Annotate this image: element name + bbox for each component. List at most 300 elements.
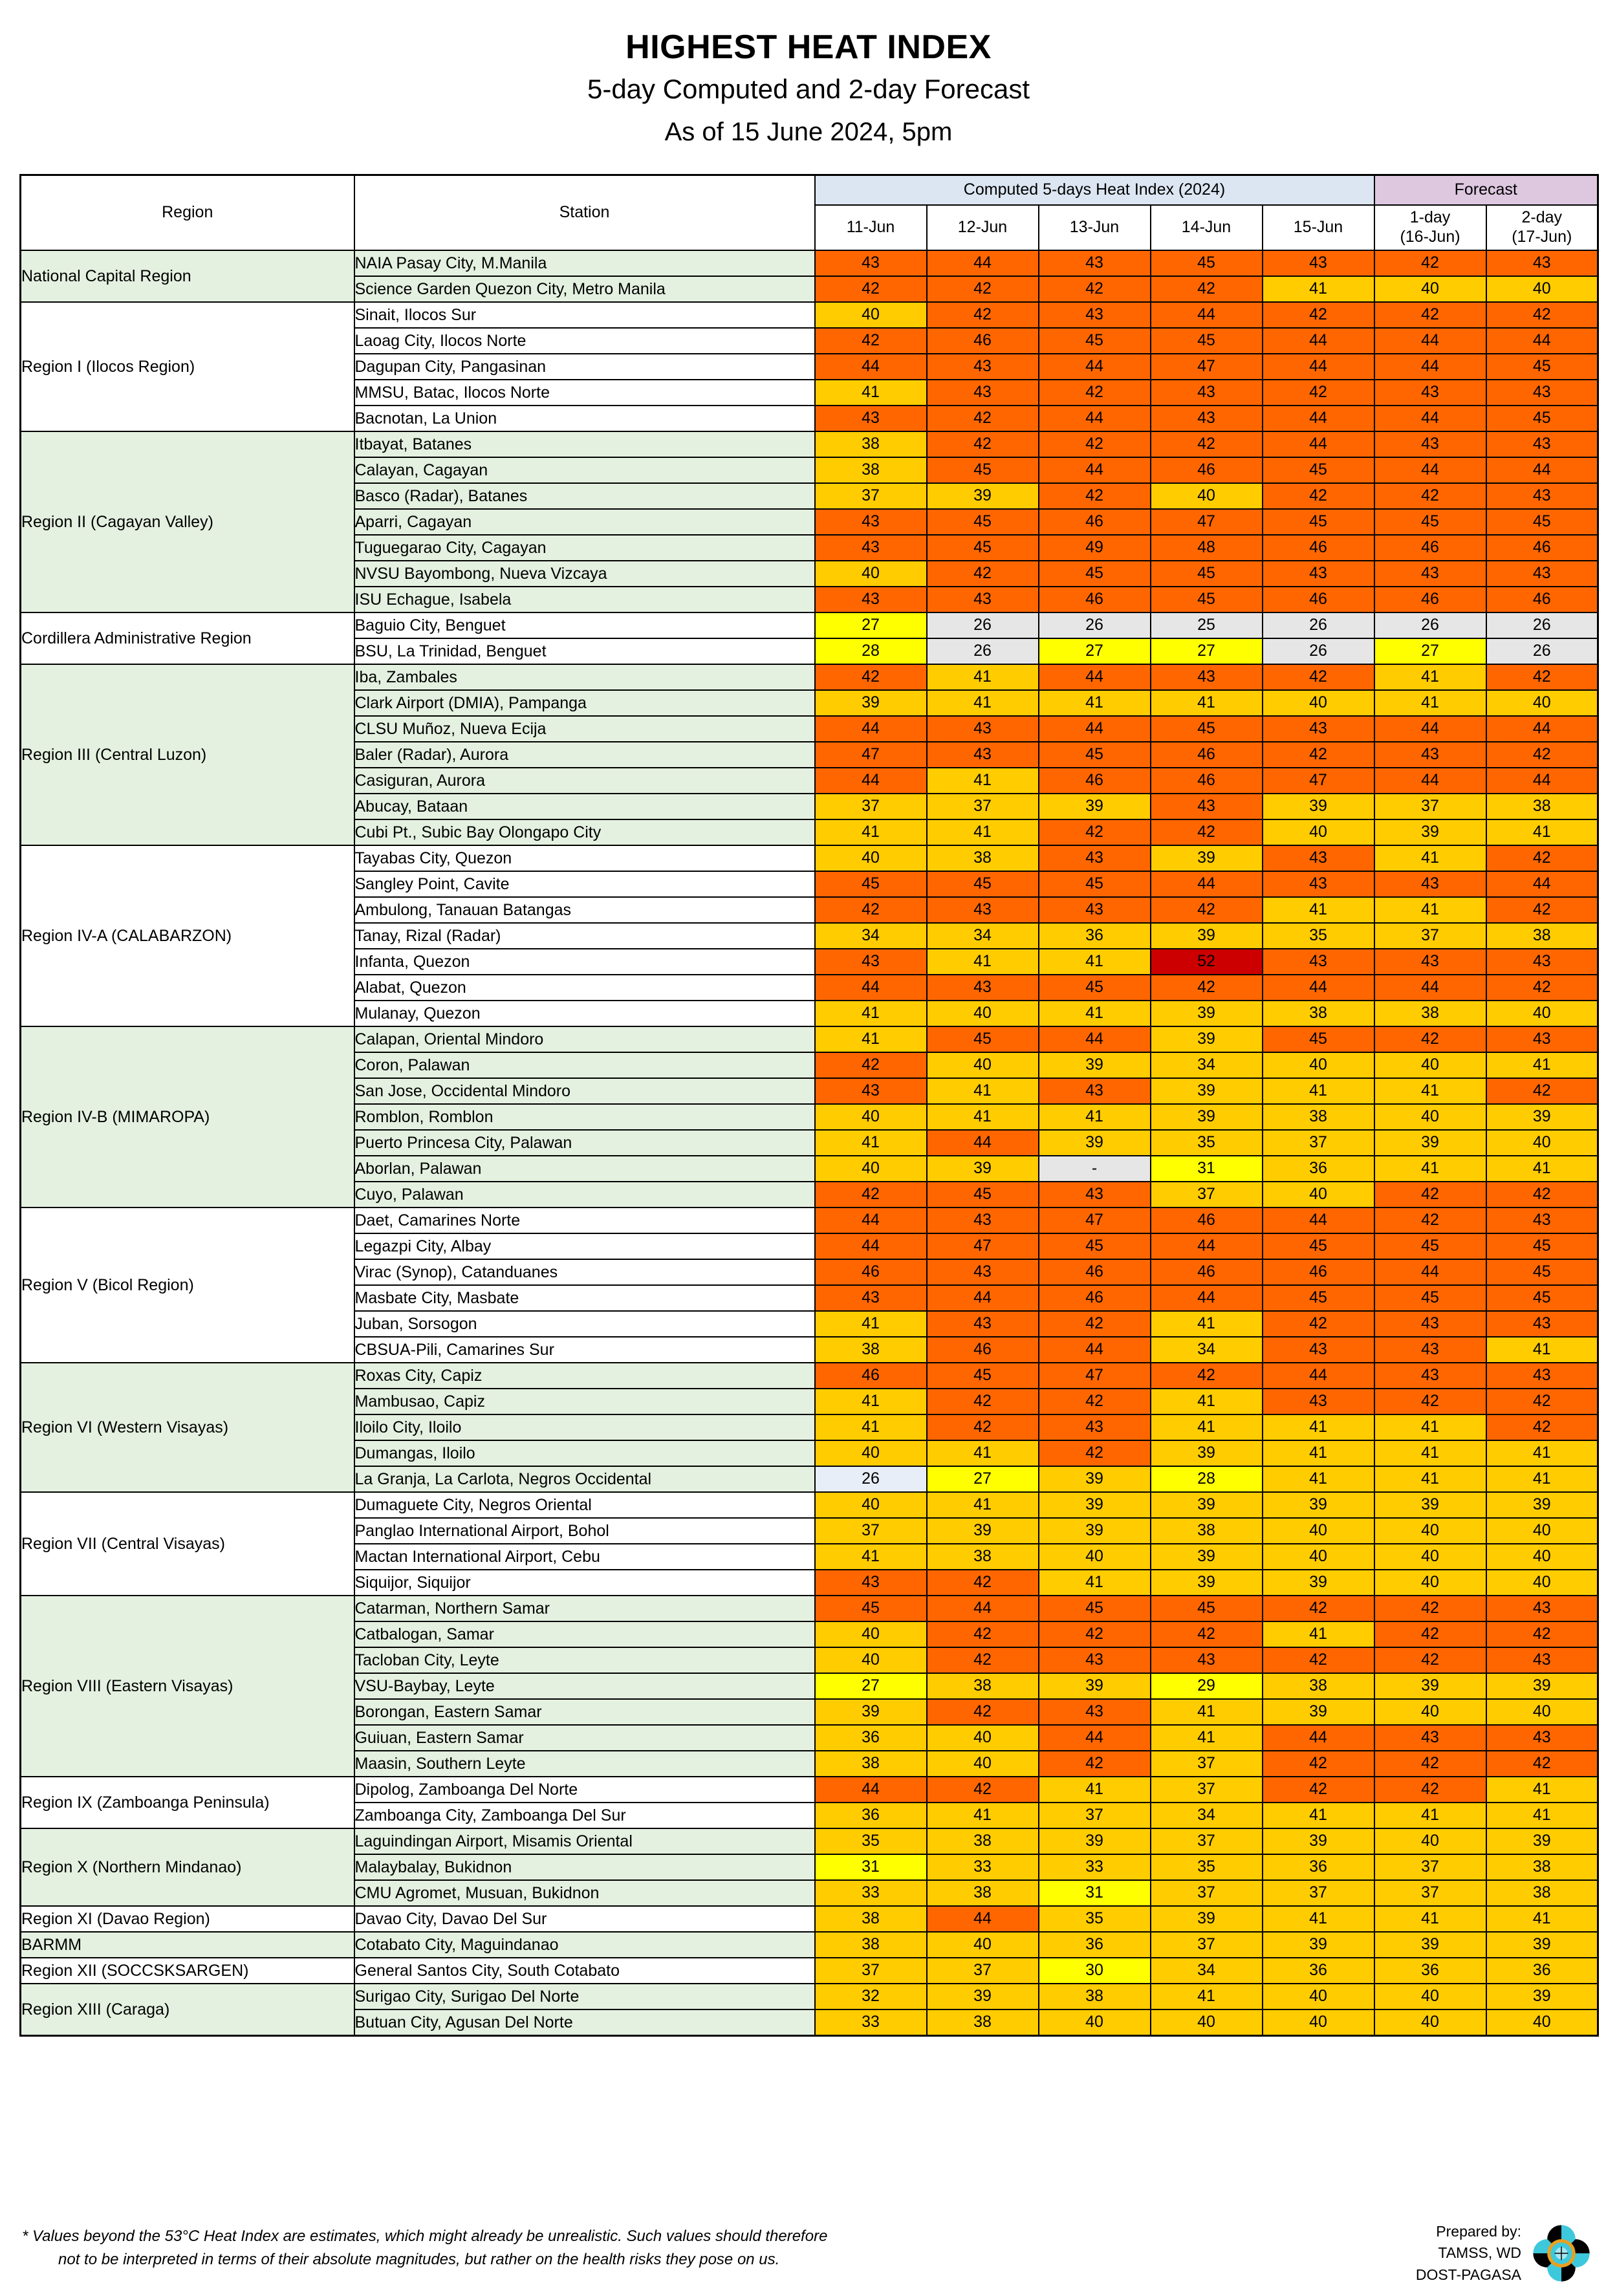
heat-index-value-cell: 35 (1263, 923, 1374, 949)
heat-index-value-cell: 43 (1263, 845, 1374, 871)
heat-index-value-cell: 44 (815, 716, 927, 742)
heat-index-value-cell: 46 (927, 1337, 1039, 1363)
heat-index-value-cell: 46 (1263, 535, 1374, 561)
table-row (21, 1828, 1598, 1854)
forecast-value-cell: 40 (1486, 276, 1598, 302)
heat-index-value-cell: 42 (927, 1621, 1039, 1647)
heat-index-value-cell: 41 (1151, 1699, 1263, 1725)
forecast-value-cell: 42 (1374, 483, 1486, 509)
station-name-cell: Laoag City, Ilocos Norte (354, 328, 815, 354)
forecast-value-cell: 39 (1374, 819, 1486, 845)
heat-index-value-cell: 26 (927, 638, 1039, 664)
forecast-value-cell: 43 (1374, 1725, 1486, 1751)
station-name-cell: Maasin, Southern Leyte (354, 1751, 815, 1777)
heat-index-value-cell: 41 (927, 819, 1039, 845)
heat-index-value-cell: 36 (1263, 1156, 1374, 1182)
heat-index-value-cell: 41 (1039, 1570, 1151, 1596)
table-row (21, 1208, 1598, 1233)
heat-index-table-wrap (19, 174, 1598, 2037)
forecast-value-cell: 43 (1486, 561, 1598, 587)
heat-index-value-cell: 41 (1039, 690, 1151, 716)
heat-index-value-cell: 42 (815, 328, 927, 354)
heat-index-value-cell: 38 (1151, 1518, 1263, 1544)
heat-index-value-cell: 35 (815, 1828, 927, 1854)
heat-index-value-cell: 40 (927, 1725, 1039, 1751)
station-name-cell: CBSUA-Pili, Camarines Sur (354, 1337, 815, 1363)
heat-index-value-cell: 25 (1151, 612, 1263, 638)
heat-index-value-cell: 43 (815, 1570, 927, 1596)
station-name-cell: Daet, Camarines Norte (354, 1208, 815, 1233)
heat-index-value-cell: 43 (1151, 380, 1263, 406)
forecast-value-cell: 40 (1374, 1828, 1486, 1854)
forecast-value-cell: 40 (1374, 1052, 1486, 1078)
heat-index-value-cell: 41 (1263, 897, 1374, 923)
heat-index-value-cell: 39 (1151, 1104, 1263, 1130)
station-name-cell: Butuan City, Agusan Del Norte (354, 2009, 815, 2036)
forecast-1day-label: 1-day (1409, 208, 1451, 227)
forecast-value-cell: 42 (1374, 1026, 1486, 1052)
region-name-cell: Region VII (Central Visayas) (21, 1492, 354, 1596)
heat-index-value-cell: 45 (1263, 1285, 1374, 1311)
heat-index-value-cell: 42 (1263, 483, 1374, 509)
heat-index-value-cell: 47 (1039, 1363, 1151, 1389)
forecast-value-cell: 45 (1486, 1233, 1598, 1259)
station-name-cell: Iba, Zambales (354, 664, 815, 690)
heat-index-value-cell: 44 (1263, 1208, 1374, 1233)
region-name-cell: Region XII (SOCCSKSARGEN) (21, 1958, 354, 1984)
heat-index-value-cell: 45 (927, 1363, 1039, 1389)
table-row (21, 431, 1598, 457)
heat-index-value-cell: 44 (927, 1596, 1039, 1621)
station-name-cell: Infanta, Quezon (354, 949, 815, 975)
heat-index-value-cell: 41 (815, 1026, 927, 1052)
column-group-computed: Computed 5-days Heat Index (2024) (815, 175, 1374, 205)
heat-index-value-cell: 39 (815, 690, 927, 716)
heat-index-value-cell: 42 (1263, 742, 1374, 768)
forecast-value-cell: 42 (1374, 250, 1486, 276)
station-name-cell: Cuyo, Palawan (354, 1182, 815, 1208)
column-header-day-5: 15-Jun (1263, 205, 1374, 250)
prepared-by-agency: DOST-PAGASA (1415, 2266, 1521, 2283)
heat-index-value-cell: 37 (927, 794, 1039, 819)
heat-index-value-cell: 42 (1263, 302, 1374, 328)
heat-index-value-cell: 41 (815, 1001, 927, 1026)
forecast-value-cell: 39 (1486, 1492, 1598, 1518)
station-name-cell: Dagupan City, Pangasinan (354, 354, 815, 380)
heat-index-value-cell: 45 (927, 457, 1039, 483)
heat-index-value-cell: 39 (1263, 1492, 1374, 1518)
forecast-value-cell: 42 (1374, 1647, 1486, 1673)
heat-index-value-cell: 38 (815, 1337, 927, 1363)
heat-index-value-cell: 42 (1151, 1621, 1263, 1647)
heat-index-value-cell: 42 (927, 1414, 1039, 1440)
heat-index-value-cell: 45 (1263, 509, 1374, 535)
footnote-line-1: * Values beyond the 53°C Heat Index are estimates, which might already be unrealistic. Such values should therefore (22, 2227, 828, 2245)
station-name-cell: Masbate City, Masbate (354, 1285, 815, 1311)
station-name-cell: Tuguegarao City, Cagayan (354, 535, 815, 561)
forecast-value-cell: 42 (1486, 742, 1598, 768)
forecast-value-cell: 42 (1486, 975, 1598, 1001)
station-name-cell: Cubi Pt., Subic Bay Olongapo City (354, 819, 815, 845)
forecast-value-cell: 40 (1374, 1104, 1486, 1130)
heat-index-value-cell: 39 (1263, 1932, 1374, 1958)
heat-index-value-cell: 42 (1263, 1596, 1374, 1621)
heat-index-value-cell: 40 (927, 1001, 1039, 1026)
heat-index-value-cell: 38 (927, 1544, 1039, 1570)
heat-index-value-cell: 38 (815, 1932, 927, 1958)
heat-index-value-cell: 43 (927, 975, 1039, 1001)
as-of-timestamp: As of 15 June 2024, 5pm (664, 117, 953, 146)
heat-index-value-cell: 46 (1039, 587, 1151, 612)
heat-index-value-cell: 44 (927, 1906, 1039, 1932)
forecast-value-cell: 45 (1486, 354, 1598, 380)
footnote (22, 2225, 1122, 2271)
forecast-value-cell: 40 (1486, 1130, 1598, 1156)
heat-index-value-cell: 40 (927, 1932, 1039, 1958)
heat-index-value-cell: 42 (1039, 483, 1151, 509)
forecast-value-cell: 45 (1374, 1285, 1486, 1311)
station-name-cell: NAIA Pasay City, M.Manila (354, 250, 815, 276)
heat-index-value-cell: 45 (927, 871, 1039, 897)
heat-index-value-cell: 27 (815, 612, 927, 638)
heat-index-value-cell: 37 (927, 1958, 1039, 1984)
heat-index-value-cell: 37 (1263, 1130, 1374, 1156)
heat-index-value-cell: 27 (815, 1673, 927, 1699)
heat-index-value-cell: 45 (1039, 561, 1151, 587)
forecast-value-cell: 43 (1374, 1311, 1486, 1337)
heat-index-value-cell: 43 (1039, 1078, 1151, 1104)
heat-index-value-cell: 42 (815, 1052, 927, 1078)
forecast-value-cell: 45 (1486, 509, 1598, 535)
heat-index-value-cell: 44 (1039, 664, 1151, 690)
heat-index-value-cell: 42 (815, 664, 927, 690)
forecast-value-cell: 40 (1486, 1001, 1598, 1026)
heat-index-value-cell: 33 (1039, 1854, 1151, 1880)
station-name-cell: San Jose, Occidental Mindoro (354, 1078, 815, 1104)
heat-index-value-cell: 39 (1263, 794, 1374, 819)
heat-index-value-cell: 40 (815, 1492, 927, 1518)
heat-index-value-cell: 40 (1039, 2009, 1151, 2036)
heat-index-value-cell: 40 (815, 1621, 927, 1647)
forecast-value-cell: 42 (1486, 1389, 1598, 1414)
heat-index-value-cell: 43 (815, 250, 927, 276)
heat-index-value-cell: 42 (927, 276, 1039, 302)
heat-index-value-cell: 37 (815, 483, 927, 509)
heat-index-value-cell: 44 (1151, 1233, 1263, 1259)
heat-index-value-cell: 38 (927, 1828, 1039, 1854)
station-name-cell: Alabat, Quezon (354, 975, 815, 1001)
heat-index-value-cell: 40 (815, 1104, 927, 1130)
forecast-value-cell: 44 (1374, 1259, 1486, 1285)
forecast-value-cell: 40 (1486, 1544, 1598, 1570)
forecast-value-cell: 43 (1486, 1596, 1598, 1621)
heat-index-value-cell: 45 (1151, 561, 1263, 587)
station-name-cell: Aborlan, Palawan (354, 1156, 815, 1182)
station-name-cell: Baler (Radar), Aurora (354, 742, 815, 768)
forecast-value-cell: 38 (1486, 1880, 1598, 1906)
heat-index-value-cell: 43 (1263, 871, 1374, 897)
forecast-value-cell: 39 (1374, 1673, 1486, 1699)
forecast-value-cell: 38 (1486, 1854, 1598, 1880)
forecast-value-cell: 42 (1486, 1182, 1598, 1208)
forecast-value-cell: 40 (1374, 276, 1486, 302)
station-name-cell: Iloilo City, Iloilo (354, 1414, 815, 1440)
forecast-value-cell: 41 (1486, 1906, 1598, 1932)
station-name-cell: Juban, Sorsogon (354, 1311, 815, 1337)
heat-index-value-cell: 29 (1151, 1673, 1263, 1699)
heat-index-value-cell: 41 (1151, 690, 1263, 716)
heat-index-value-cell: 41 (927, 664, 1039, 690)
forecast-value-cell: 44 (1374, 406, 1486, 431)
forecast-1day-date: (16-Jun) (1400, 227, 1460, 246)
forecast-value-cell: 40 (1374, 2009, 1486, 2036)
page-subtitle: 5-day Computed and 2-day Forecast (587, 74, 1030, 105)
station-name-cell: Dipolog, Zamboanga Del Norte (354, 1777, 815, 1803)
station-name-cell: Virac (Synop), Catanduanes (354, 1259, 815, 1285)
table-row (21, 1958, 1598, 1984)
column-header-day-4: 14-Jun (1151, 205, 1263, 250)
station-name-cell: Laguindingan Airport, Misamis Oriental (354, 1828, 815, 1854)
heat-index-value-cell: 41 (1151, 1389, 1263, 1414)
forecast-value-cell: 40 (1486, 2009, 1598, 2036)
region-name-cell: Region I (Ilocos Region) (21, 302, 354, 431)
heat-index-value-cell: 39 (1039, 794, 1151, 819)
heat-index-value-cell: 37 (1039, 1803, 1151, 1828)
heat-index-value-cell: 42 (1039, 276, 1151, 302)
forecast-value-cell: 43 (1374, 1363, 1486, 1389)
forecast-value-cell: 44 (1374, 716, 1486, 742)
station-name-cell: NVSU Bayombong, Nueva Vizcaya (354, 561, 815, 587)
forecast-value-cell: 38 (1486, 794, 1598, 819)
heat-index-value-cell: 39 (1151, 845, 1263, 871)
forecast-value-cell: 39 (1486, 1104, 1598, 1130)
station-name-cell: Siquijor, Siquijor (354, 1570, 815, 1596)
heat-index-value-cell: 39 (1151, 1078, 1263, 1104)
heat-index-value-cell: 38 (815, 431, 927, 457)
forecast-value-cell: 46 (1486, 587, 1598, 612)
forecast-value-cell: 26 (1486, 612, 1598, 638)
heat-index-value-cell: 37 (1151, 1880, 1263, 1906)
heat-index-value-cell: 45 (1039, 871, 1151, 897)
region-name-cell: Region XI (Davao Region) (21, 1906, 354, 1932)
heat-index-value-cell: 37 (815, 794, 927, 819)
forecast-value-cell: 42 (1486, 1414, 1598, 1440)
heat-index-value-cell: 39 (927, 1156, 1039, 1182)
heat-index-value-cell: 34 (1151, 1337, 1263, 1363)
heat-index-value-cell: 43 (927, 897, 1039, 923)
table-row (21, 1363, 1598, 1389)
station-name-cell: La Granja, La Carlota, Negros Occidental (354, 1466, 815, 1492)
forecast-value-cell: 44 (1374, 975, 1486, 1001)
heat-index-value-cell: 44 (927, 250, 1039, 276)
forecast-value-cell: 40 (1374, 1699, 1486, 1725)
heat-index-value-cell: 45 (1263, 457, 1374, 483)
heat-index-value-cell: 26 (1039, 612, 1151, 638)
heat-index-value-cell: 43 (1263, 250, 1374, 276)
forecast-value-cell: 42 (1374, 1621, 1486, 1647)
forecast-value-cell: 43 (1374, 431, 1486, 457)
column-header-day-2: 12-Jun (927, 205, 1039, 250)
forecast-value-cell: 42 (1374, 1596, 1486, 1621)
heat-index-value-cell: 39 (927, 483, 1039, 509)
station-name-cell: Mulanay, Quezon (354, 1001, 815, 1026)
station-name-cell: Tacloban City, Leyte (354, 1647, 815, 1673)
heat-index-value-cell: 41 (927, 949, 1039, 975)
forecast-value-cell: 45 (1486, 1259, 1598, 1285)
forecast-value-cell: 42 (1374, 1751, 1486, 1777)
heat-index-value-cell: 42 (1151, 819, 1263, 845)
region-name-cell: Region IX (Zamboanga Peninsula) (21, 1777, 354, 1828)
heat-index-value-cell: 35 (1039, 1906, 1151, 1932)
heat-index-value-cell: 39 (815, 1699, 927, 1725)
forecast-value-cell: 43 (1486, 380, 1598, 406)
forecast-value-cell: 41 (1486, 1156, 1598, 1182)
heat-index-value-cell: 47 (815, 742, 927, 768)
station-name-cell: Basco (Radar), Batanes (354, 483, 815, 509)
forecast-value-cell: 42 (1486, 664, 1598, 690)
table-body (21, 250, 1598, 2036)
forecast-value-cell: 43 (1486, 1363, 1598, 1389)
forecast-value-cell: 43 (1486, 483, 1598, 509)
heat-index-value-cell: 39 (927, 1518, 1039, 1544)
region-name-cell: Region IV-B (MIMAROPA) (21, 1026, 354, 1208)
forecast-value-cell: 42 (1486, 1621, 1598, 1647)
heat-index-value-cell: 36 (815, 1725, 927, 1751)
heat-index-value-cell: 43 (815, 535, 927, 561)
station-name-cell: CLSU Muñoz, Nueva Ecija (354, 716, 815, 742)
forecast-value-cell: 39 (1486, 1673, 1598, 1699)
forecast-value-cell: 39 (1486, 1828, 1598, 1854)
heat-index-value-cell: 41 (1263, 276, 1374, 302)
heat-index-value-cell: 27 (1151, 638, 1263, 664)
heat-index-value-cell: 40 (1151, 483, 1263, 509)
forecast-value-cell: 37 (1374, 923, 1486, 949)
forecast-value-cell: 43 (1374, 949, 1486, 975)
heat-index-value-cell: 26 (927, 612, 1039, 638)
heat-index-value-cell: 42 (927, 1699, 1039, 1725)
table-row (21, 612, 1598, 638)
forecast-value-cell: 41 (1374, 690, 1486, 716)
forecast-value-cell: 45 (1486, 1285, 1598, 1311)
forecast-value-cell: 40 (1486, 1518, 1598, 1544)
forecast-value-cell: 43 (1486, 1026, 1598, 1052)
forecast-value-cell: 43 (1374, 561, 1486, 587)
heat-index-value-cell: 44 (1039, 1026, 1151, 1052)
heat-index-value-cell: 37 (1151, 1777, 1263, 1803)
forecast-value-cell: 40 (1374, 1570, 1486, 1596)
heat-index-value-cell: 39 (1151, 1001, 1263, 1026)
heat-index-value-cell: 42 (1039, 1311, 1151, 1337)
table-row (21, 250, 1598, 276)
heat-index-value-cell: 26 (1263, 638, 1374, 664)
heat-index-value-cell: 41 (1263, 1803, 1374, 1828)
heat-index-value-cell: 44 (1263, 975, 1374, 1001)
heat-index-value-cell: 38 (1263, 1001, 1374, 1026)
heat-index-value-cell: 42 (1039, 1440, 1151, 1466)
forecast-value-cell: 40 (1486, 1570, 1598, 1596)
heat-index-value-cell: 41 (1263, 1414, 1374, 1440)
forecast-value-cell: 44 (1486, 871, 1598, 897)
forecast-value-cell: 41 (1486, 1466, 1598, 1492)
heat-index-value-cell: 39 (1151, 923, 1263, 949)
station-name-cell: VSU-Baybay, Leyte (354, 1673, 815, 1699)
column-header-region: Region (21, 175, 354, 250)
forecast-value-cell: 44 (1486, 768, 1598, 794)
forecast-value-cell: 43 (1374, 1337, 1486, 1363)
forecast-value-cell: 41 (1374, 1466, 1486, 1492)
heat-index-value-cell: 44 (815, 1777, 927, 1803)
forecast-value-cell: 44 (1374, 354, 1486, 380)
heat-index-value-cell: 39 (1263, 1699, 1374, 1725)
heat-index-value-cell: 42 (815, 897, 927, 923)
forecast-value-cell: 39 (1486, 1932, 1598, 1958)
heat-index-value-cell: 43 (927, 742, 1039, 768)
station-name-cell: Bacnotan, La Union (354, 406, 815, 431)
pagasa-logo-icon (1528, 2220, 1595, 2287)
heat-index-value-cell: 42 (927, 561, 1039, 587)
heat-index-value-cell: 43 (1263, 1337, 1374, 1363)
heat-index-value-cell: 40 (1263, 690, 1374, 716)
heat-index-value-cell: 40 (1263, 1984, 1374, 2009)
heat-index-value-cell: 26 (815, 1466, 927, 1492)
heat-index-value-cell: 38 (927, 2009, 1039, 2036)
heat-index-value-cell: 41 (1263, 1078, 1374, 1104)
heat-index-value-cell: 40 (1263, 2009, 1374, 2036)
station-name-cell: Dumaguete City, Negros Oriental (354, 1492, 815, 1518)
heat-index-value-cell: 43 (815, 587, 927, 612)
heat-index-value-cell: 41 (1039, 1001, 1151, 1026)
forecast-value-cell: 44 (1374, 768, 1486, 794)
heat-index-value-cell: 33 (815, 1880, 927, 1906)
heat-index-value-cell: 45 (1039, 742, 1151, 768)
heat-index-value-cell: 34 (1151, 1052, 1263, 1078)
prepared-by-block (1416, 2220, 1595, 2287)
forecast-value-cell: 43 (1486, 1725, 1598, 1751)
heat-index-value-cell: 40 (1263, 1518, 1374, 1544)
heat-index-table (19, 174, 1599, 2037)
heat-index-value-cell: 38 (815, 1751, 927, 1777)
station-name-cell: Mactan International Airport, Cebu (354, 1544, 815, 1570)
forecast-value-cell: 42 (1374, 1389, 1486, 1414)
forecast-2day-date: (17-Jun) (1512, 227, 1572, 246)
table-row (21, 1932, 1598, 1958)
column-header-day-1: 11-Jun (815, 205, 927, 250)
heat-index-value-cell: 45 (927, 535, 1039, 561)
footer-note (22, 2225, 1122, 2271)
column-header-day-3: 13-Jun (1039, 205, 1151, 250)
heat-index-value-cell: 26 (1263, 612, 1374, 638)
heat-index-value-cell: 43 (927, 716, 1039, 742)
heat-index-value-cell: 45 (1151, 587, 1263, 612)
table-row (21, 664, 1598, 690)
heat-index-value-cell: 42 (1151, 276, 1263, 302)
forecast-value-cell: 40 (1374, 1984, 1486, 2009)
heat-index-value-cell: 42 (1151, 431, 1263, 457)
heat-index-value-cell: 27 (1039, 638, 1151, 664)
heat-index-value-cell: 39 (1263, 1828, 1374, 1854)
heat-index-value-cell: 39 (1151, 1026, 1263, 1052)
forecast-value-cell: 42 (1486, 1078, 1598, 1104)
region-name-cell: Region II (Cagayan Valley) (21, 431, 354, 612)
forecast-value-cell: 42 (1374, 302, 1486, 328)
heat-index-value-cell: 39 (1151, 1440, 1263, 1466)
heat-index-value-cell: 43 (927, 1311, 1039, 1337)
station-name-cell: Davao City, Davao Del Sur (354, 1906, 815, 1932)
table-row (21, 302, 1598, 328)
heat-index-value-cell: 44 (815, 354, 927, 380)
heat-index-value-cell: 46 (1151, 1208, 1263, 1233)
forecast-value-cell: 40 (1486, 1699, 1598, 1725)
